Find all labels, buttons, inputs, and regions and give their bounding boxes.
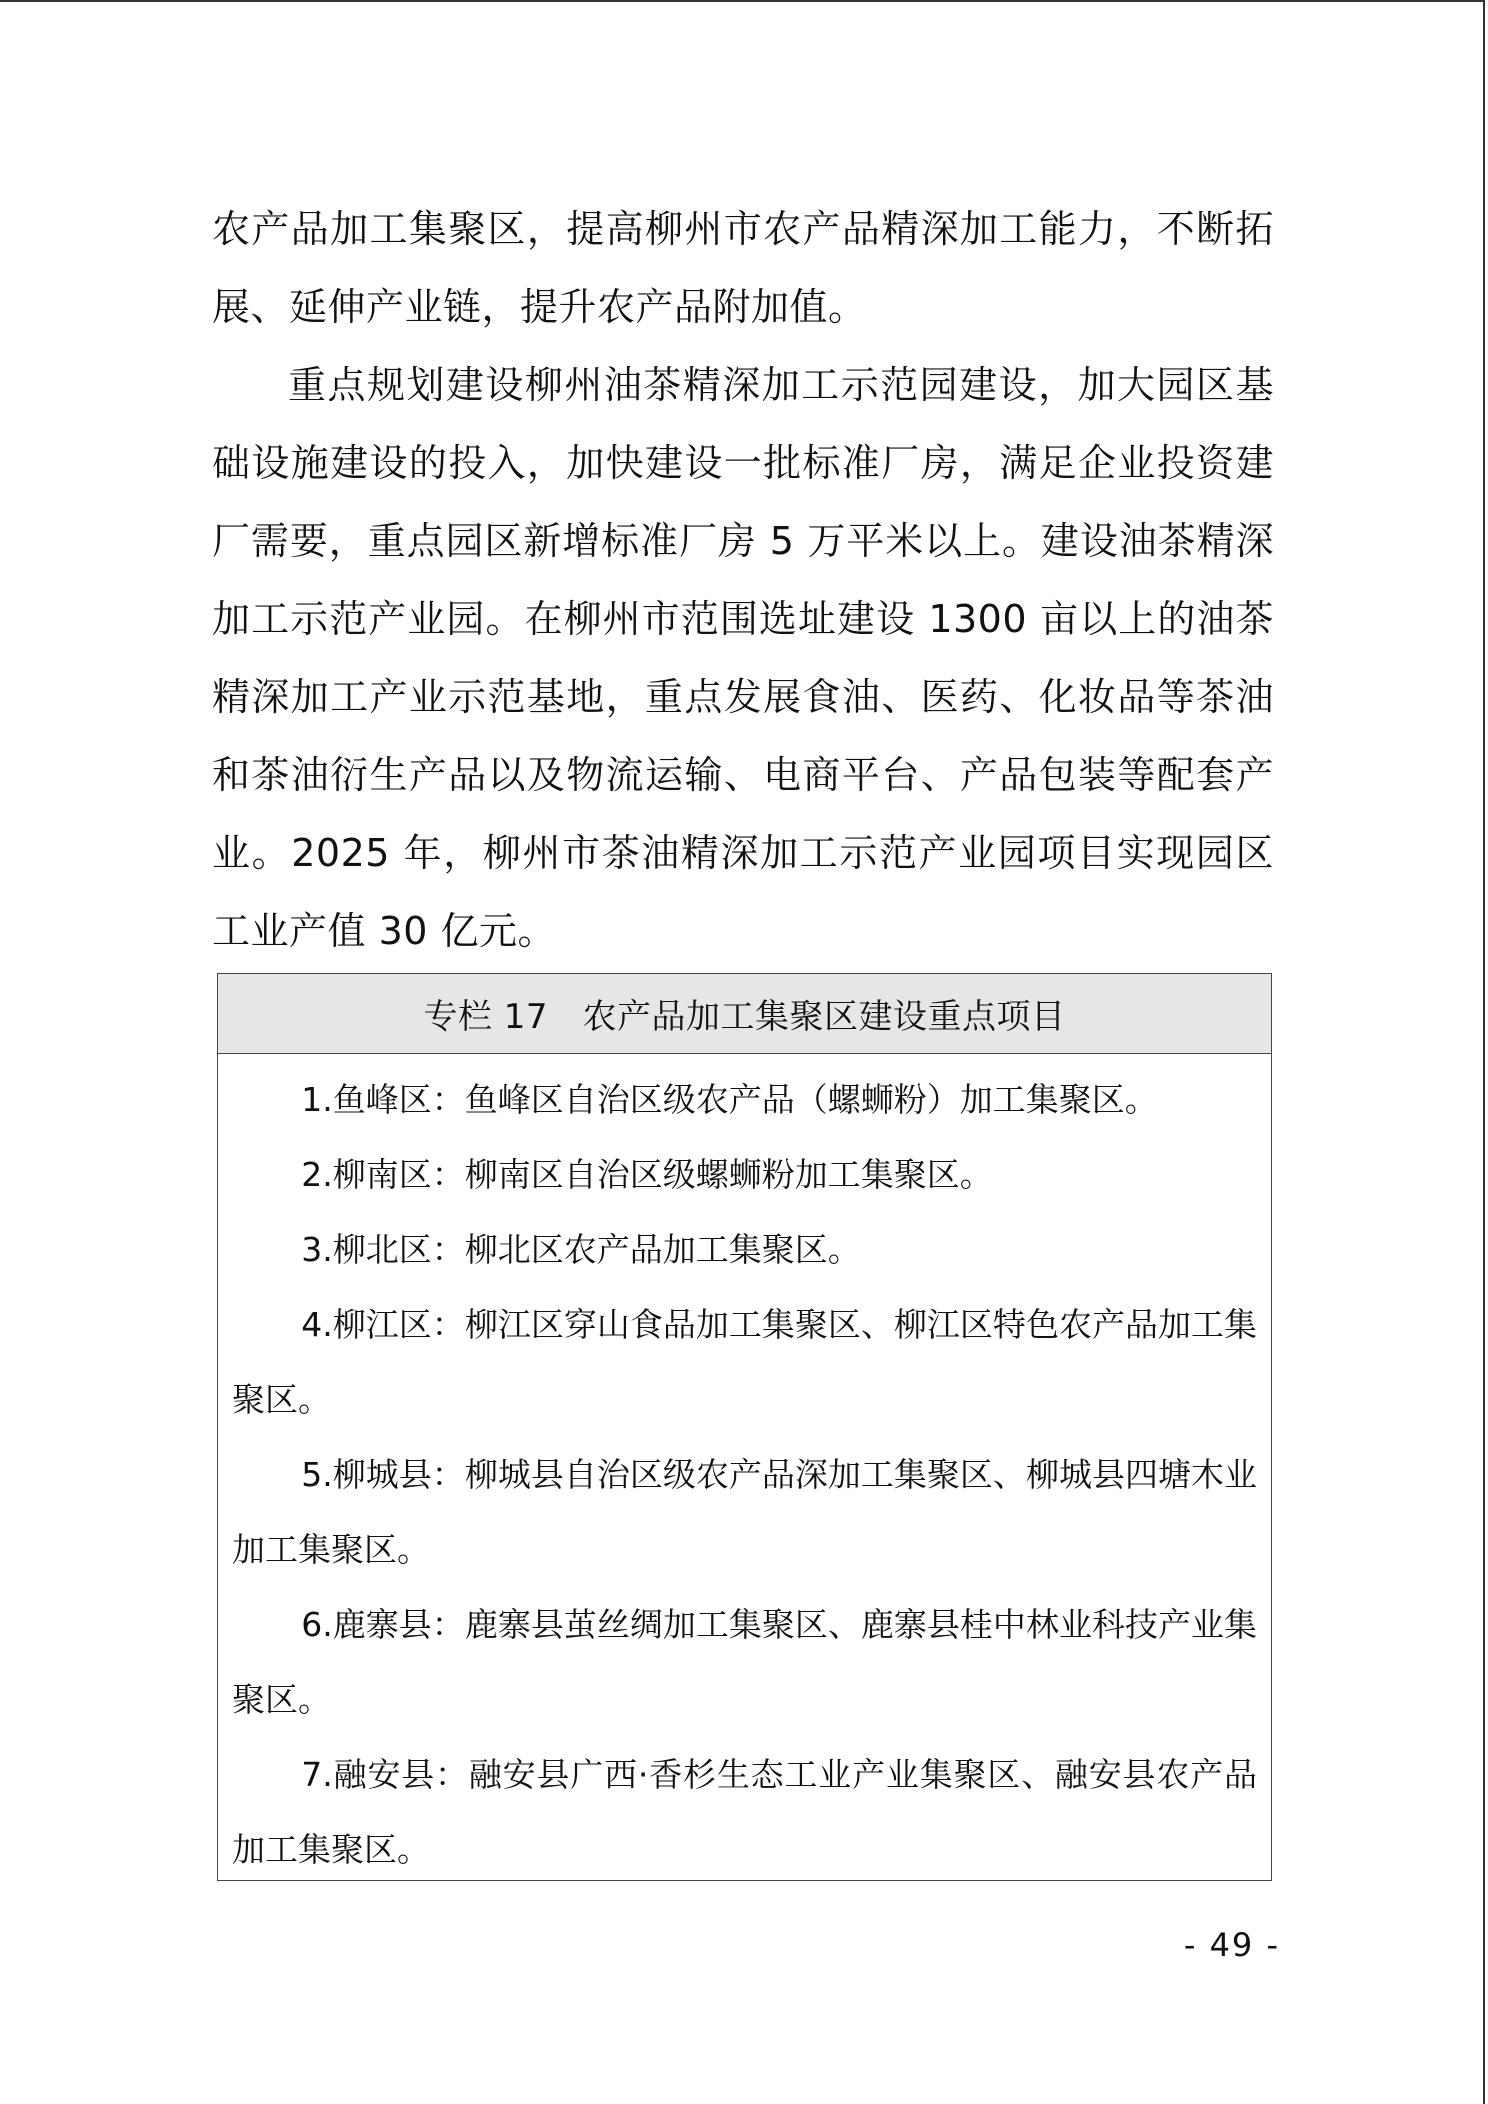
column-item-liubei: 3.柳北区：柳北区农产品加工集聚区。 — [301, 1230, 861, 1269]
column-item-yufeng: 1.鱼峰区：鱼峰区自治区级农产品（螺蛳粉）加工集聚区。 — [301, 1080, 1158, 1119]
column-item-liucheng: 5.柳城县：柳城县自治区级农产品深加工集聚区、柳城县四塘木业加工集聚区。 — [232, 1455, 1257, 1569]
column-item-rongan: 7.融安县：融安县广西·香杉生态工业产业集聚区、融安县农产品加工集聚区。 — [232, 1755, 1257, 1869]
column-item-liunan: 2.柳南区：柳南区自治区级螺蛳粉加工集聚区。 — [301, 1155, 993, 1194]
column-box — [217, 973, 1272, 1881]
column-item-luzhai: 6.鹿寨县：鹿寨县茧丝绸加工集聚区、鹿寨县桂中林业科技产业集聚区。 — [232, 1605, 1257, 1719]
body-paragraph-continued: 农产品加工集聚区，提高柳州市农产品精深加工能力，不断拓展、延伸产业链，提升农产品附加值。 — [212, 207, 1274, 329]
column-box-body — [218, 1054, 1271, 1887]
page-number: - 49 - — [1183, 1926, 1280, 1964]
body-paragraph-oil-tea-park: 重点规划建设柳州油茶精深加工示范园建设，加大园区基础设施建设的投入，加快建设一批标准厂房，满足企业投资建厂需要，重点园区新增标准厂房 5 万平米以上。建设油茶精深加工示范产业园。在柳州市范围选址建设 1300 亩以上的油茶精深加工产业示范基地，重点发展食油、医药、化妆品等茶油和茶油衍生产品以及物流运输、电商平台、产品包装等配套产业。2025 年，柳州市茶油精深加工示范产业园项目实现园区工业产值 30 亿元。 — [212, 363, 1274, 953]
body-text — [212, 190, 1274, 970]
column-box-title: 专栏 17 农产品加工集聚区建设重点项目 — [218, 974, 1271, 1054]
column-item-liujiang: 4.柳江区：柳江区穿山食品加工集聚区、柳江区特色农产品加工集聚区。 — [232, 1305, 1257, 1419]
